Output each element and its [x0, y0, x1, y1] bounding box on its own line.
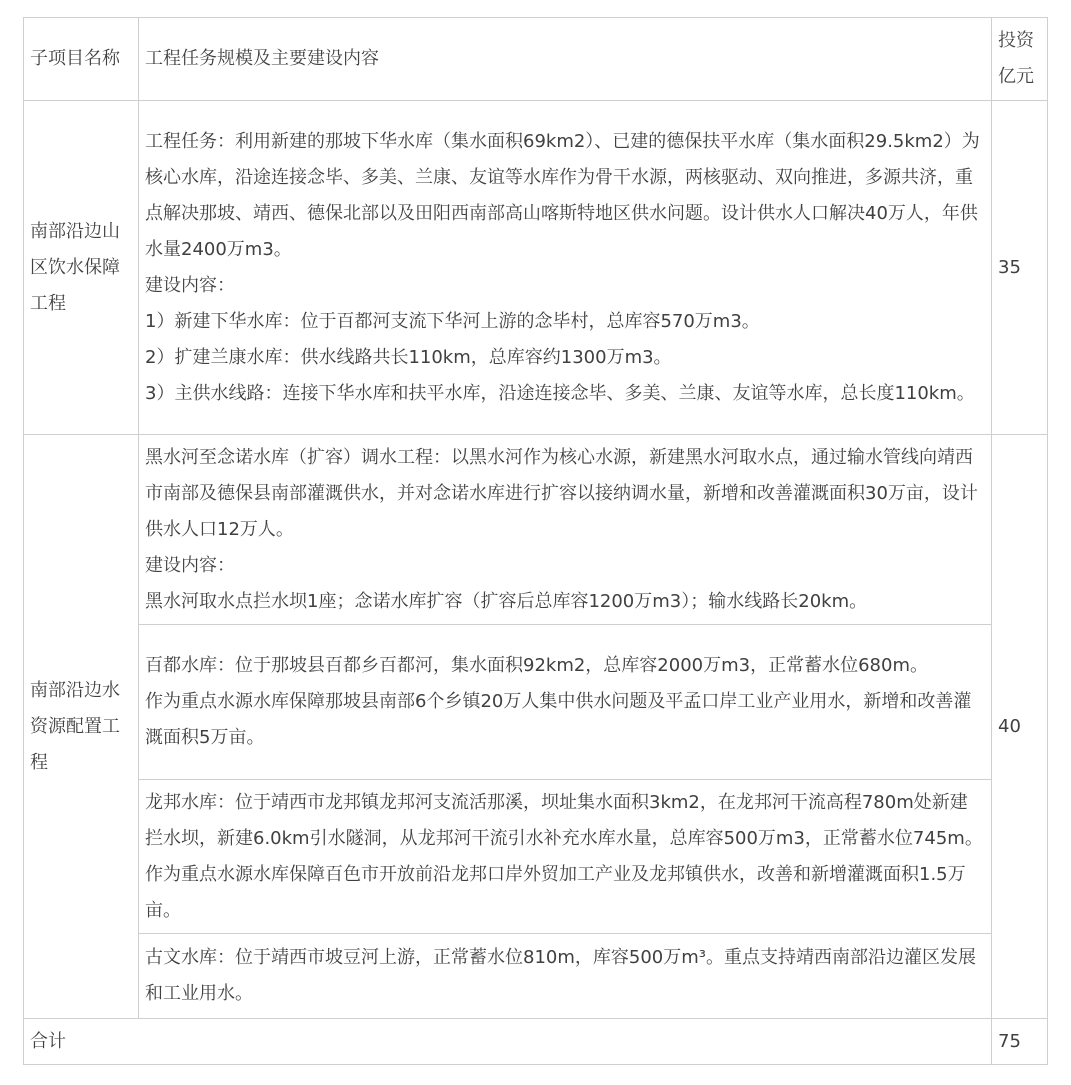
investment-value: 35 [992, 101, 1048, 435]
subproject-content [139, 625, 992, 780]
content-paragraph: 黑水河取水点拦水坝1座；念诺水库扩容（扩容后总库容1200万m3）；输水线路长20km。 [145, 590, 868, 612]
header-content: 工程任务规模及主要建设内容 [139, 18, 992, 101]
content-paragraph: 龙邦水库：位于靖西市龙邦镇龙邦河支流活那溪，坝址集水面积3km2，在龙邦河干流高程780m处新建拦水坝，新建6.0km引水隧洞，从龙邦河干流引水补充水库水量，总库容500万m3，正常蓄水位745m。作为重点水源水库保障百色市开放前沿龙邦口岸外贸加工产业及龙邦镇供水，改善和新增灌溉面积1.5万亩。 [145, 791, 983, 921]
header-investment: 投资亿元 [992, 18, 1048, 101]
subproject-name: 南部沿边山区饮水保障工程 [24, 101, 139, 435]
table-header-row [24, 18, 1048, 101]
investment-value: 40 [992, 435, 1048, 1019]
total-row [24, 1019, 1048, 1065]
content-paragraph: 建设内容： [145, 274, 235, 296]
table-row [24, 101, 1048, 435]
table-row [24, 780, 1048, 934]
subproject-content [139, 435, 992, 625]
content-paragraph: 建设内容： [145, 554, 235, 576]
header-subproject-name: 子项目名称 [24, 18, 139, 101]
content-paragraph: 3）主供水线路：连接下华水库和扶平水库，沿途连接念毕、多美、兰康、友谊等水库，总长度110km。 [145, 382, 975, 404]
content-paragraph: 作为重点水源水库保障那坡县南部6个乡镇20万人集中供水问题及平孟口岸工业产业用水，新增和改善灌溉面积5万亩。 [145, 691, 972, 748]
subproject-name: 南部沿边水资源配置工程 [24, 435, 139, 1019]
table-row [24, 625, 1048, 780]
subproject-content [139, 934, 992, 1019]
content-paragraph: 2）扩建兰康水库：供水线路共长110km，总库容约1300万m3。 [145, 346, 672, 368]
content-paragraph: 工程任务：利用新建的那坡下华水库（集水面积69km2）、已建的德保扶平水库（集水面积29.5km2）为核心水库，沿途连接念毕、多美、兰康、友谊等水库作为骨干水源，两核驱动、双向推进，多源共济，重点解决那坡、靖西、德保北部以及田阳西南部高山喀斯特地区供水问题。设计供水人口解决40万人，年供水量2400万m3。 [145, 130, 980, 260]
subproject-content [139, 780, 992, 934]
total-label: 合计 [24, 1019, 992, 1065]
project-investment-table [23, 17, 1048, 1065]
content-paragraph: 百都水库：位于那坡县百都乡百都河，集水面积92km2，总库容2000万m3，正常蓄水位680m。 [145, 655, 928, 676]
content-paragraph: 1）新建下华水库：位于百都河支流下华河上游的念毕村，总库容570万m3。 [145, 310, 760, 332]
content-paragraph: 古文水库：位于靖西市坡豆河上游，正常蓄水位810m，库容500万m³。重点支持靖西南部沿边灌区发展和工业用水。 [145, 947, 976, 1004]
subproject-content [139, 101, 992, 435]
total-investment: 75 [992, 1019, 1048, 1065]
content-paragraph: 黑水河至念诺水库（扩容）调水工程：以黑水河作为核心水源，新建黑水河取水点，通过输水管线向靖西市南部及德保县南部灌溉供水，并对念诺水库进行扩容以接纳调水量，新增和改善灌溉面积30万亩，设计供水人口12万人。 [145, 446, 978, 540]
table-row [24, 934, 1048, 1019]
table-row [24, 435, 1048, 625]
